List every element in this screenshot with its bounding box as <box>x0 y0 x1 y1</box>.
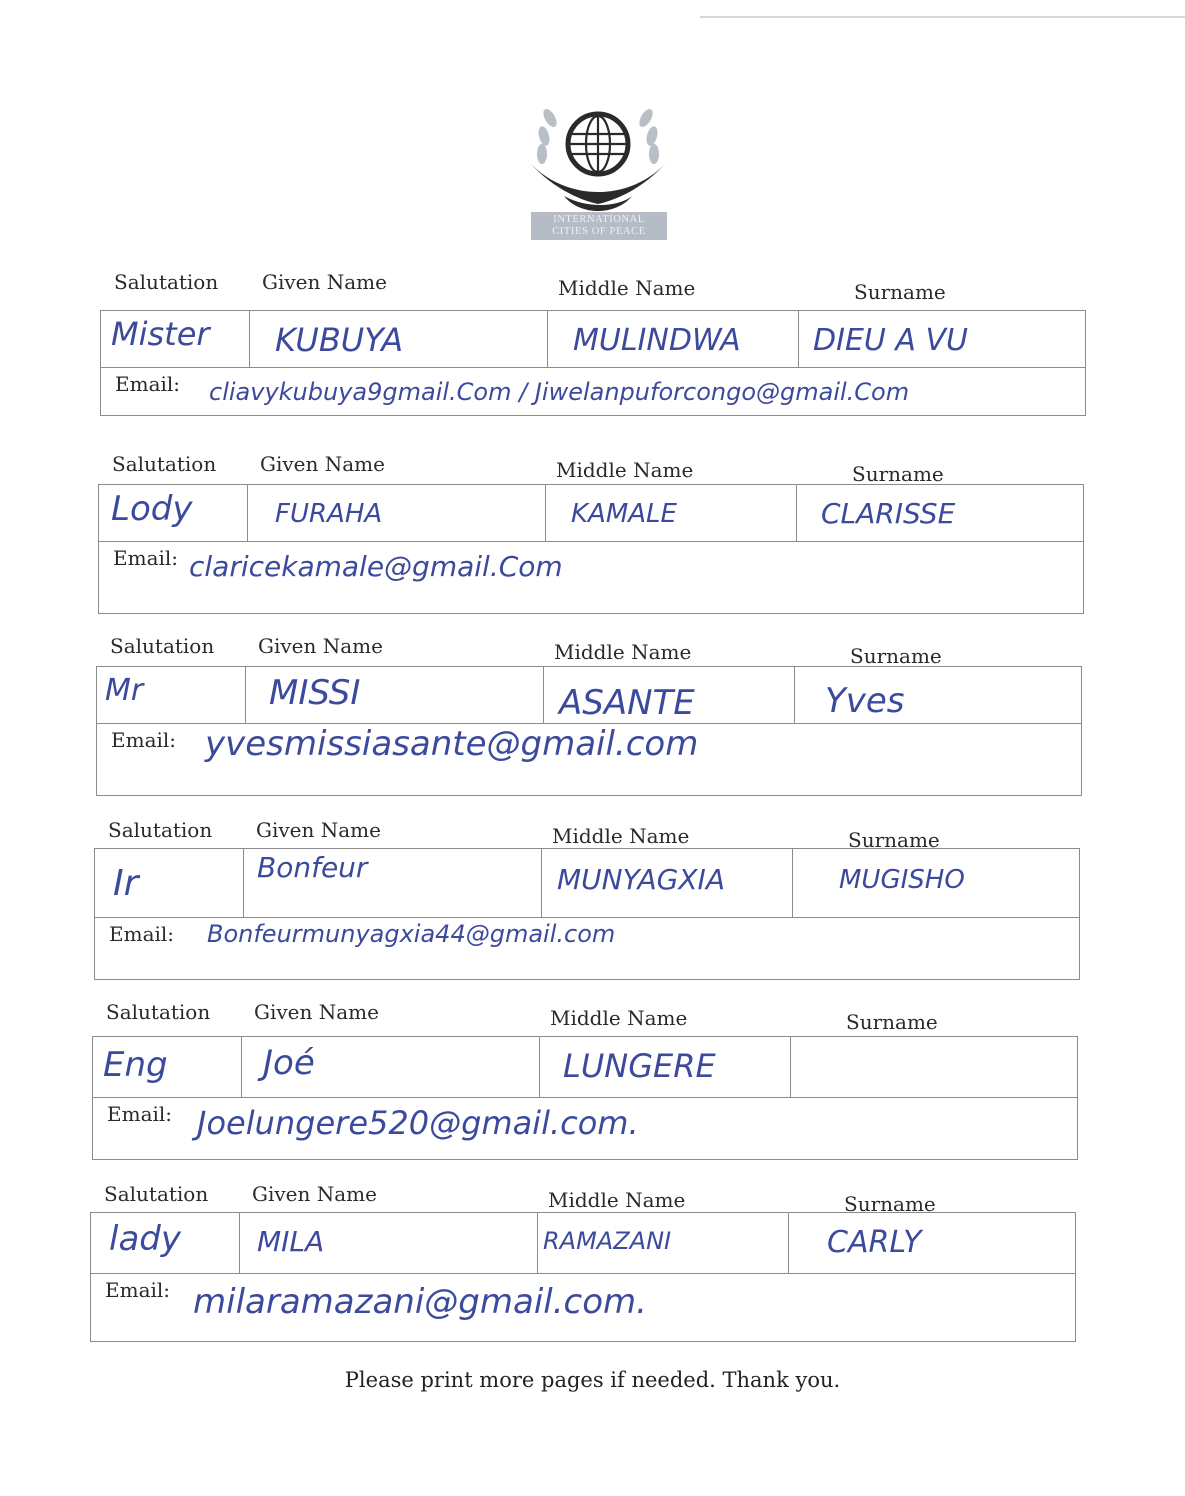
email-value: yvesmissiasante@gmail.com <box>205 724 699 764</box>
email-row <box>90 1274 1076 1342</box>
salutation-value: Eng <box>103 1045 168 1085</box>
middle-name-value: KAMALE <box>571 499 677 529</box>
salutation-header: Salutation <box>110 634 215 658</box>
middle-name-header: Middle Name <box>558 276 696 300</box>
surname-header: Surname <box>846 1010 938 1034</box>
middle-name-value: MULINDWA <box>573 323 741 358</box>
salutation-header: Salutation <box>106 1000 211 1024</box>
surname-header: Surname <box>852 462 944 486</box>
given-name-value: Joé <box>263 1043 315 1083</box>
middle-name-header: Middle Name <box>554 640 692 664</box>
surname-header: Surname <box>848 828 940 852</box>
name-row <box>94 848 1080 918</box>
salutation-header: Salutation <box>108 818 213 842</box>
email-value: cliavykubuya9gmail.Com / Jiwelanpuforcongo@gmail.Com <box>209 378 910 406</box>
given-name-value: FURAHA <box>275 499 383 529</box>
given-name-value: Bonfeur <box>257 851 368 884</box>
middle-name-header: Middle Name <box>548 1188 686 1212</box>
name-row <box>90 1212 1076 1274</box>
logo-wordmark: INTERNATIONAL CITIES OF PEACE <box>531 212 667 240</box>
salutation-header: Salutation <box>112 452 217 476</box>
email-row <box>92 1098 1078 1160</box>
email-label: Email: <box>105 1278 171 1302</box>
email-label: Email: <box>113 546 179 570</box>
email-value: Joelungere520@gmail.com. <box>197 1104 639 1142</box>
email-label: Email: <box>107 1102 173 1126</box>
email-value: Bonfeurmunyagxia44@gmail.com <box>207 920 616 948</box>
given-name-header: Given Name <box>262 270 387 294</box>
registration-entry-2 <box>98 452 1086 612</box>
salutation-value: Mister <box>111 315 210 353</box>
given-name-header: Given Name <box>252 1182 377 1206</box>
registration-entry-6 <box>90 1182 1078 1342</box>
email-row <box>98 542 1084 614</box>
surname-header: Surname <box>844 1192 936 1216</box>
registration-entry-1 <box>100 270 1088 430</box>
middle-name-value: MUNYAGXIA <box>557 863 725 896</box>
name-row <box>92 1036 1078 1098</box>
email-row <box>94 918 1080 980</box>
registration-entry-3 <box>96 634 1084 794</box>
top-rule <box>700 16 1185 18</box>
salutation-header: Salutation <box>114 270 219 294</box>
email-value: milaramazani@gmail.com. <box>193 1282 647 1322</box>
email-label: Email: <box>115 372 181 396</box>
email-label: Email: <box>109 922 175 946</box>
surname-value: Yves <box>825 681 905 721</box>
surname-value: MUGISHO <box>839 865 965 895</box>
salutation-value: lady <box>109 1219 181 1259</box>
middle-name-value: ASANTE <box>559 683 695 723</box>
surname-value: DIEU A VU <box>813 323 968 358</box>
salutation-header: Salutation <box>104 1182 209 1206</box>
surname-header: Surname <box>854 280 946 304</box>
middle-name-value: RAMAZANI <box>543 1227 672 1255</box>
middle-name-value: LUNGERE <box>563 1047 716 1085</box>
name-row <box>98 484 1084 542</box>
email-row <box>100 368 1086 416</box>
given-name-value: MILA <box>257 1225 325 1258</box>
given-name-header: Given Name <box>258 634 383 658</box>
email-label: Email: <box>111 728 177 752</box>
salutation-value: Lody <box>111 489 193 529</box>
given-name-header: Given Name <box>260 452 385 476</box>
given-name-value: MISSI <box>269 673 361 713</box>
surname-header: Surname <box>850 644 942 668</box>
middle-name-header: Middle Name <box>556 458 694 482</box>
footer-note: Please print more pages if needed. Thank you. <box>344 1368 841 1392</box>
salutation-value: Ir <box>113 863 139 904</box>
surname-value: CARLY <box>827 1225 922 1260</box>
middle-name-header: Middle Name <box>550 1006 688 1030</box>
given-name-header: Given Name <box>256 818 381 842</box>
name-row <box>100 310 1086 368</box>
middle-name-header: Middle Name <box>552 824 690 848</box>
registration-entry-4 <box>94 818 1082 978</box>
email-value: claricekamale@gmail.Com <box>189 550 563 583</box>
given-name-header: Given Name <box>254 1000 379 1024</box>
registration-entry-5 <box>92 1000 1080 1160</box>
surname-value: CLARISSE <box>821 497 956 530</box>
email-row <box>96 724 1082 796</box>
salutation-value: Mr <box>105 673 144 708</box>
given-name-value: KUBUYA <box>275 321 404 359</box>
name-row <box>96 666 1082 724</box>
